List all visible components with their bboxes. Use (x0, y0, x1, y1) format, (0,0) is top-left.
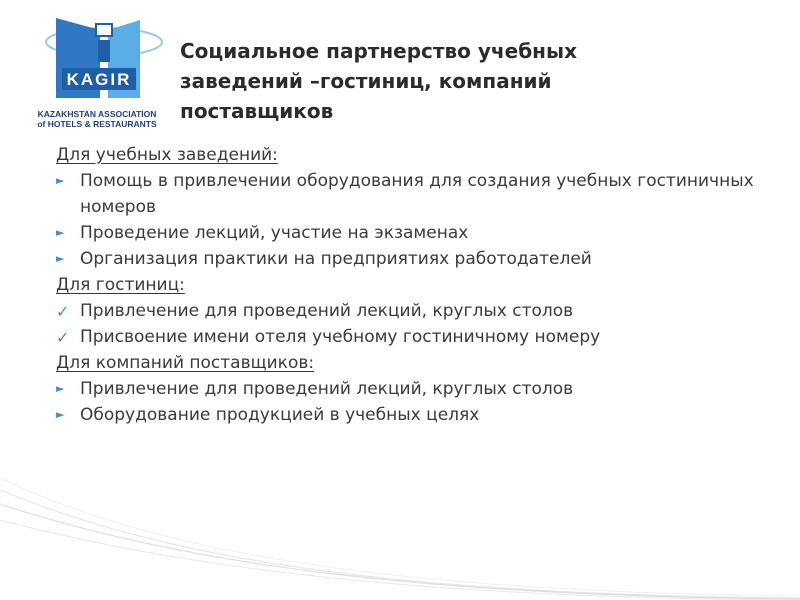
slide-title-line-1: Социальное партнерство учебных (180, 39, 577, 63)
list-item-text: Оборудование продукцией в учебных целях (80, 405, 480, 425)
checkmark-bullet-icon: ✓ (56, 328, 70, 347)
arrow-bullet-icon: ► (56, 226, 65, 239)
list-item (56, 376, 756, 402)
slide-title (180, 36, 740, 126)
logo-caption-line-2: of HOTELS & RESTAURANTS (37, 119, 157, 129)
list-item (56, 402, 756, 428)
list-item-text: Присвоение имени отеля учебному гостиничному номеру (80, 327, 601, 347)
logo-caption-line-1: KAZAKHSTAN ASSOCIATION (37, 109, 157, 119)
list-item (56, 220, 756, 246)
list-item (56, 246, 756, 272)
arrow-bullet-icon: ► (56, 408, 65, 421)
decorative-swoosh (0, 470, 800, 600)
list-item-text: Помощь в привлечении оборудования для создания учебных гостиничных номеров (80, 171, 754, 217)
kagir-logo (22, 12, 172, 132)
section-heading-suppliers: Для компаний поставщиков: (56, 353, 315, 373)
slide-title-line-3: поставщиков (180, 99, 334, 123)
list-item (56, 168, 756, 220)
slide-title-line-2: заведений –гостиниц, компаний (180, 69, 552, 93)
list-item-text: Привлечение для проведений лекций, круглых столов (80, 301, 574, 321)
arrow-bullet-icon: ► (56, 174, 65, 187)
list-item (56, 324, 756, 350)
section-heading-educational: Для учебных заведений: (56, 145, 278, 165)
list-item-text: Проведение лекций, участие на экзаменах (80, 223, 469, 243)
list-item-text: Организация практики на предприятиях работодателей (80, 249, 592, 269)
section-heading-hotels: Для гостиниц: (56, 275, 185, 295)
checkmark-bullet-icon: ✓ (56, 302, 70, 321)
list-item-text: Привлечение для проведений лекций, круглых столов (80, 379, 574, 399)
logo-caption (22, 109, 172, 129)
logo-wordmark: KAGIR (66, 70, 132, 89)
arrow-bullet-icon: ► (56, 382, 65, 395)
list-item (56, 298, 756, 324)
slide-content (56, 142, 756, 428)
hotel-building-icon (22, 12, 172, 112)
arrow-bullet-icon: ► (56, 252, 65, 265)
